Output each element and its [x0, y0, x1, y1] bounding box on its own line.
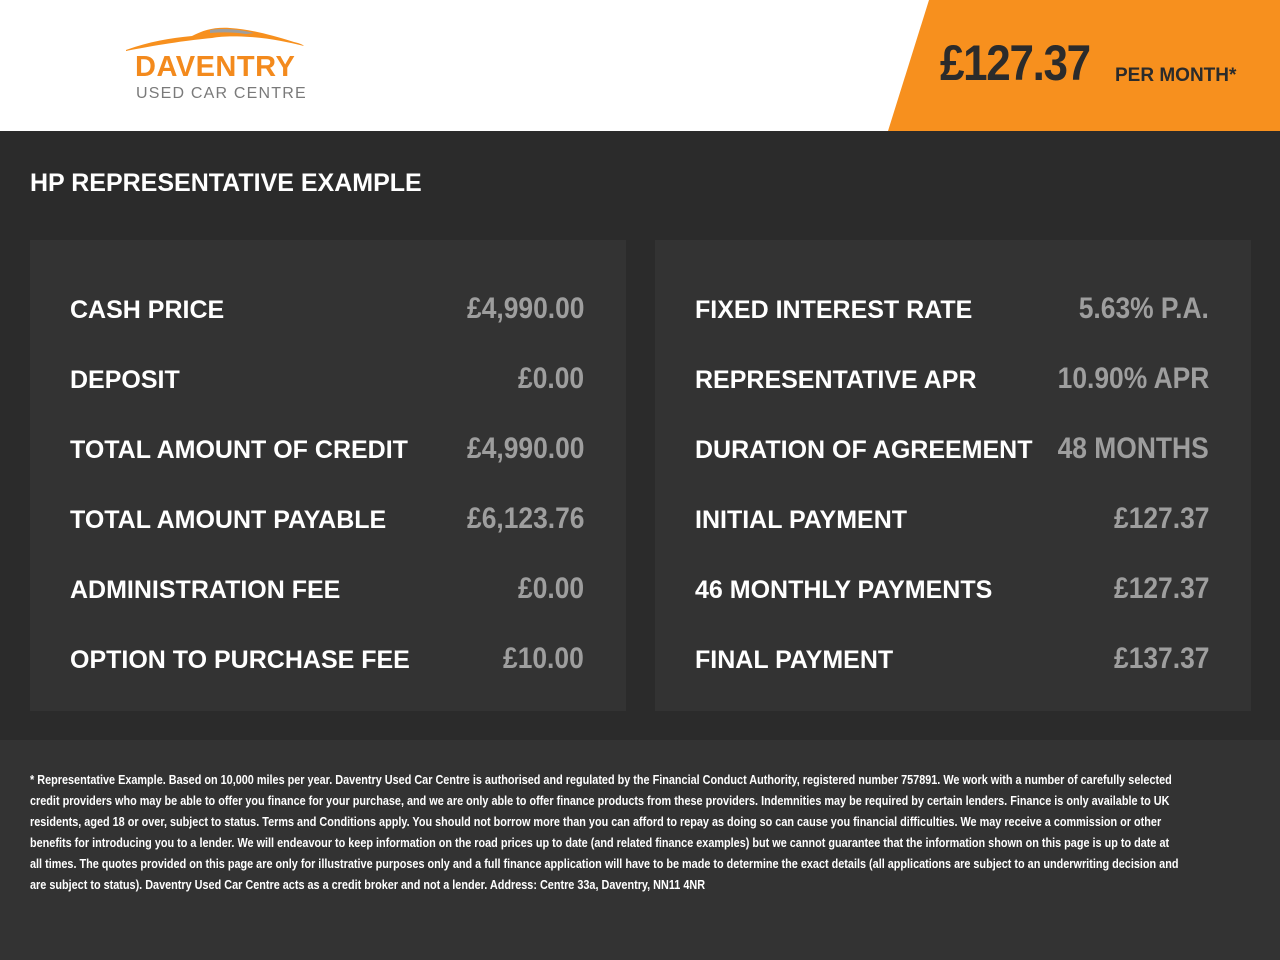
- row-representative-apr: [695, 360, 1209, 400]
- row-value: £0.00: [517, 362, 584, 395]
- row-label: FIXED INTEREST RATE: [695, 296, 973, 324]
- row-option-to-purchase-fee: [70, 640, 584, 680]
- row-label: TOTAL AMOUNT OF CREDIT: [70, 436, 408, 464]
- row-label: FINAL PAYMENT: [695, 646, 894, 674]
- row-value: £4,990.00: [466, 432, 584, 465]
- row-total-payable: [70, 500, 584, 540]
- row-fixed-interest-rate: [695, 290, 1209, 330]
- row-value: £4,990.00: [466, 292, 584, 325]
- disclaimer-text: * Representative Example. Based on 10,000 miles per year. Daventry Used Car Centre is authorised and regulated by the Financial Conduct Authority, registered number 757891. We work with a number of carefully selected credit providers who may be able to offer you finance for your purchase, and we are only able to offer finance products from these providers. Indemnities may be required by certain lenders. Finance is only available to UK residents, aged 18 or over, subject to status. Terms and Conditions apply. You should not borrow more than you can afford to repay as doing so can cause you financial difficulties. We may receive a commission or other benefits for introducing you to a lender. We will endeavour to keep information on the road prices up to date (and related finance examples) but we cannot guarantee that the information shown on this page is up to date at all times. The quotes provided on this page are only for illustrative purposes only and a full finance application will have to be made to determine the exact details (all applications are subject to an underwriting decision and are subject to status). Daventry Used Car Centre acts as a credit broker and not a lender. Address: Centre 33a, Daventry, NN11 4NR: [30, 772, 1179, 892]
- row-label: 46 MONTHLY PAYMENTS: [695, 576, 993, 604]
- row-total-credit: [70, 430, 584, 470]
- row-label: REPRESENTATIVE APR: [695, 366, 977, 394]
- row-deposit: [70, 360, 584, 400]
- row-duration: [695, 430, 1209, 470]
- row-initial-payment: [695, 500, 1209, 540]
- row-value: £10.00: [503, 642, 584, 675]
- disclaimer-section: [0, 740, 1280, 960]
- header: [0, 0, 1280, 131]
- row-label: DURATION OF AGREEMENT: [695, 436, 1033, 464]
- per-month-label: PER MONTH*: [1115, 65, 1237, 86]
- page-title: HP REPRESENTATIVE EXAMPLE: [30, 169, 422, 197]
- row-value: 48 MONTHS: [1057, 432, 1209, 465]
- row-label: DEPOSIT: [70, 366, 180, 394]
- logo-brand-text: DAVENTRY: [135, 51, 296, 83]
- row-label: OPTION TO PURCHASE FEE: [70, 646, 410, 674]
- logo-subtitle-text: USED CAR CENTRE: [136, 85, 307, 102]
- row-monthly-payments: [695, 570, 1209, 610]
- row-label: INITIAL PAYMENT: [695, 506, 908, 534]
- finance-details-panel-right: [655, 240, 1251, 711]
- row-label: TOTAL AMOUNT PAYABLE: [70, 506, 387, 534]
- row-value: £127.37: [1113, 572, 1209, 605]
- row-label: CASH PRICE: [70, 296, 225, 324]
- finance-details-panel-left: [30, 240, 626, 711]
- monthly-price: £127.37: [940, 35, 1090, 91]
- row-admin-fee: [70, 570, 584, 610]
- row-value: 10.90% APR: [1057, 362, 1209, 395]
- row-value: £6,123.76: [466, 502, 584, 535]
- row-value: £127.37: [1113, 502, 1209, 535]
- row-final-payment: [695, 640, 1209, 680]
- row-value: 5.63% P.A.: [1078, 292, 1209, 325]
- row-value: £137.37: [1113, 642, 1209, 675]
- row-label: ADMINISTRATION FEE: [70, 576, 341, 604]
- monthly-price-banner: [888, 0, 1280, 131]
- dealer-logo[interactable]: [118, 24, 318, 108]
- row-cash-price: [70, 290, 584, 330]
- row-value: £0.00: [517, 572, 584, 605]
